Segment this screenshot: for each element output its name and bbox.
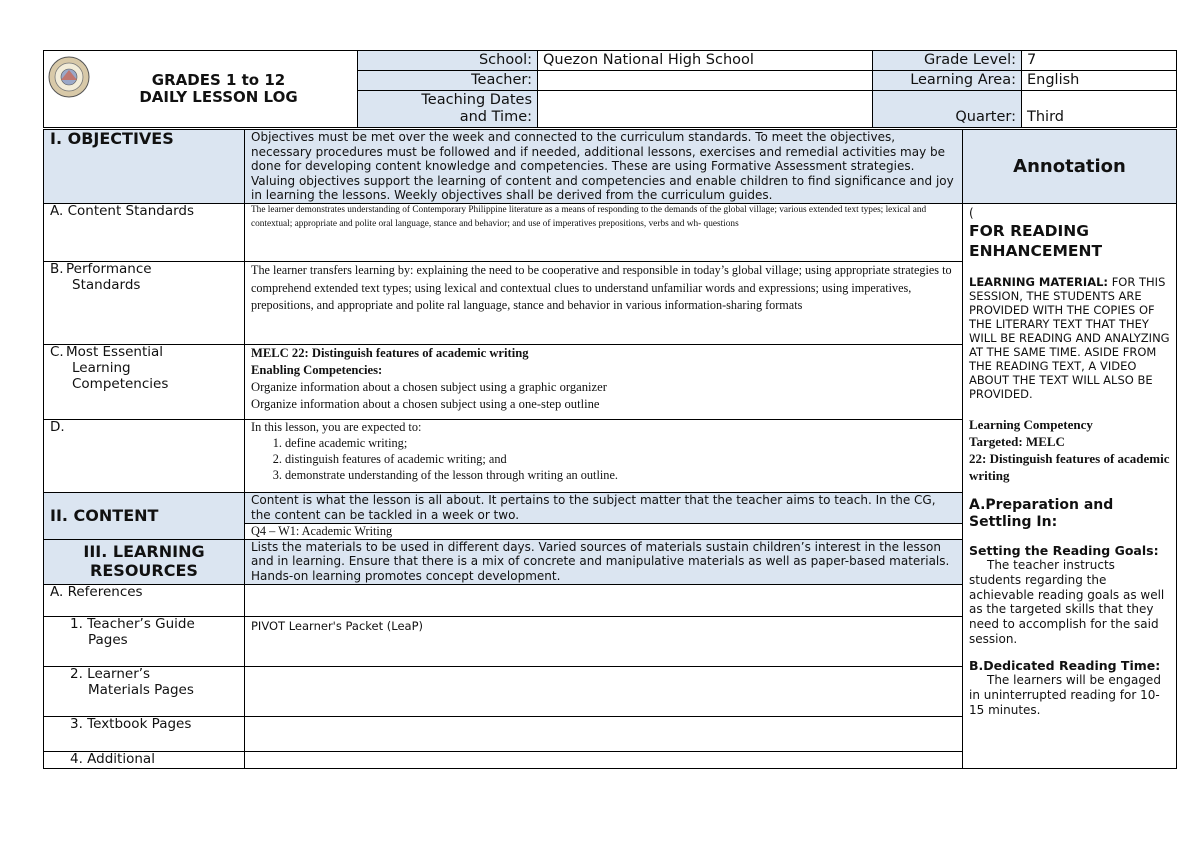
d-label: D. [44,420,245,493]
teachers-guide-label-line2: Pages [88,631,128,648]
references-value[interactable] [245,584,963,616]
learning-material-label: LEARNING MATERIAL: [969,275,1109,290]
content-standards-text[interactable]: The learner demonstrates understanding of Contemporary Philippine literature as a means of responding to the demands of the global village; various extended text types; lexical and contextual; appropriate and polite oral language, stance and behavior; and use of imperatives prepositions, verbs and wh- questions [245,204,963,262]
school-label: School: [358,51,538,71]
melc-title: MELC 22: Distinguish features of academic writing [251,346,529,361]
learning-area-value[interactable]: English [1022,71,1177,91]
melc-text-cell[interactable] [245,345,963,420]
content-standards-label: A. Content Standards [44,204,245,262]
dedicated-reading-text: The learners will be engaged in uninterrupted reading for 10-15 minutes. [969,673,1161,717]
learners-materials-label [44,666,245,716]
annotation-panel [963,204,1177,768]
school-value[interactable]: Quezon National High School [538,51,873,71]
daily-lesson-log-page [43,50,1176,769]
dedicated-reading-label: B.Dedicated Reading Time: [969,658,1161,674]
teaching-dates-label-line1: Teaching Dates [421,92,532,109]
learning-resources-text: Lists the materials to be used in different days. Varied sources of materials sustain children’s interest in the lesson and in learning. Ensure that there is a mix of concrete and manipulative materials as well as paper-based materials. Hands-on learning promotes concept development. [245,539,963,584]
quarter-value[interactable]: Third [1022,91,1177,128]
teachers-guide-value[interactable]: PIVOT Learner's Packet (LeaP) [245,616,963,666]
teaching-dates-label [358,91,538,128]
title-grades: GRADES 1 to 12 [151,70,286,89]
content-topic[interactable]: Q4 – W1: Academic Writing [245,524,963,540]
learning-competency-line2: Targeted: MELC [969,434,1065,450]
objectives-label-cell [44,130,245,204]
textbook-pages-label: 3. Textbook Pages [44,716,245,751]
content-label-cell [44,493,245,540]
deped-seal-icon [48,56,90,98]
melc-label-line2: Learning [72,360,131,377]
teaching-dates-value[interactable] [538,91,873,128]
content-label: II. CONTENT [50,505,159,525]
references-label: A. References [44,584,245,616]
learning-resources-label-line2: RESOURCES [90,560,198,580]
quarter-label: Quarter: [873,91,1022,128]
header-table [43,50,1177,128]
learners-materials-value[interactable] [245,666,963,716]
annotation-title: FOR READING ENHANCEMENT [969,222,1103,261]
d-intro: In this lesson, you are expected to: [251,420,422,435]
objectives-label: I. OBJECTIVES [50,129,174,149]
learning-material-text: FOR THIS SESSION, THE STUDENTS ARE PROVIDED WITH THE COPIES OF THE LITERARY TEXT THAT THEY WILL BE READING AND ANALYZING AT THE SAME TIME. ASIDE FROM THE READING TEXT, A VIDEO ABOUT THE TEXT WILL ALSO BE PROVIDED. [969,275,1170,402]
enabling-competency-item: Organize information about a chosen subject using a graphic organizer [251,380,607,395]
learning-material-block [969,275,1170,401]
additional-label: 4. Additional [44,751,245,768]
learning-resources-label-cell [44,539,245,584]
teacher-label: Teacher: [358,71,538,91]
learners-materials-label-line2: Materials Pages [88,681,194,698]
enabling-competency-item: Organize information about a chosen subject using a one-step outline [251,397,600,412]
d-list-item: 3. demonstrate understanding of the lesson through writing an outline. [285,468,956,484]
annotation-header: Annotation [1013,156,1126,178]
d-text-cell[interactable] [245,420,963,493]
grade-level-label: Grade Level: [873,51,1022,71]
d-list [251,436,956,484]
preparation-heading: A.Preparation and Settling In: [969,497,1114,531]
performance-standards-label [44,262,245,345]
melc-label-line1: Most Essential [66,344,164,361]
learners-materials-label-line1: 2. Learner’s [70,665,151,682]
melc-num: C. [50,344,64,361]
teachers-guide-label-line1: 1. Teacher’s Guide [70,615,195,632]
melc-label-line3: Competencies [72,376,169,393]
performance-standards-num: B. [50,261,64,278]
learning-resources-label-line1: III. LEARNING [83,542,205,562]
performance-standards-label-line1: Performance [66,261,152,278]
performance-standards-label-line2: Standards [72,277,141,294]
lesson-body-table [43,129,1177,768]
reading-goals-text: The teacher instructs students regarding the achievable reading goals as well as the targeted skills that they need to accomplish for the said session. [969,558,1165,646]
teachers-guide-label [44,616,245,666]
teaching-dates-label-line2: and Time: [459,109,532,126]
dll-title-block [44,51,358,128]
grade-level-value[interactable]: 7 [1022,51,1177,71]
learning-area-label: Learning Area: [873,71,1022,91]
textbook-pages-value[interactable] [245,716,963,751]
enabling-competencies-label: Enabling Competencies: [251,363,383,378]
learning-competency-block [969,417,1170,485]
d-list-item: 1. define academic writing; [285,436,956,452]
teacher-value[interactable] [538,71,873,91]
learning-competency-line3: 22: Distinguish features of academic writing [969,451,1170,484]
performance-standards-text[interactable]: The learner transfers learning by: explaining the need to be cooperative and responsible in today’s global village; using appropriate strategies to comprehend extended text types; using lexical and contextual clues to understand unfamiliar words and expressions; using imperatives, prepositions, and appropriate and polite ral language, stance and behavior in various information-sharing formats [245,262,963,345]
learning-competency-line1: Learning Competency [969,417,1093,433]
melc-label [44,345,245,420]
title-daily-lesson-log: DAILY LESSON LOG [139,88,298,107]
reading-goals-label: Setting the Reading Goals: [969,543,1159,559]
additional-value[interactable] [245,751,963,768]
objectives-text: Objectives must be met over the week and connected to the curriculum standards. To meet the objectives, necessary procedures must be followed and if needed, additional lessons, exercises and remedial activities may be done for developing content knowledge and competencies. These are using Formative Assessment strategies. Valuing objectives support the learning of content and competencies and enable children to find significance and joy in learning the lessons. Weekly objectives shall be derived from the curriculum guides. [245,130,963,204]
d-list-item: 2. distinguish features of academic writing; and [285,452,956,468]
content-text: Content is what the lesson is all about. It pertains to the subject matter that the teacher aims to teach. In the CG, the content can be tackled in a week or two. [245,493,963,524]
annotation-header-cell [963,130,1177,204]
annotation-paren: ( [969,206,974,221]
